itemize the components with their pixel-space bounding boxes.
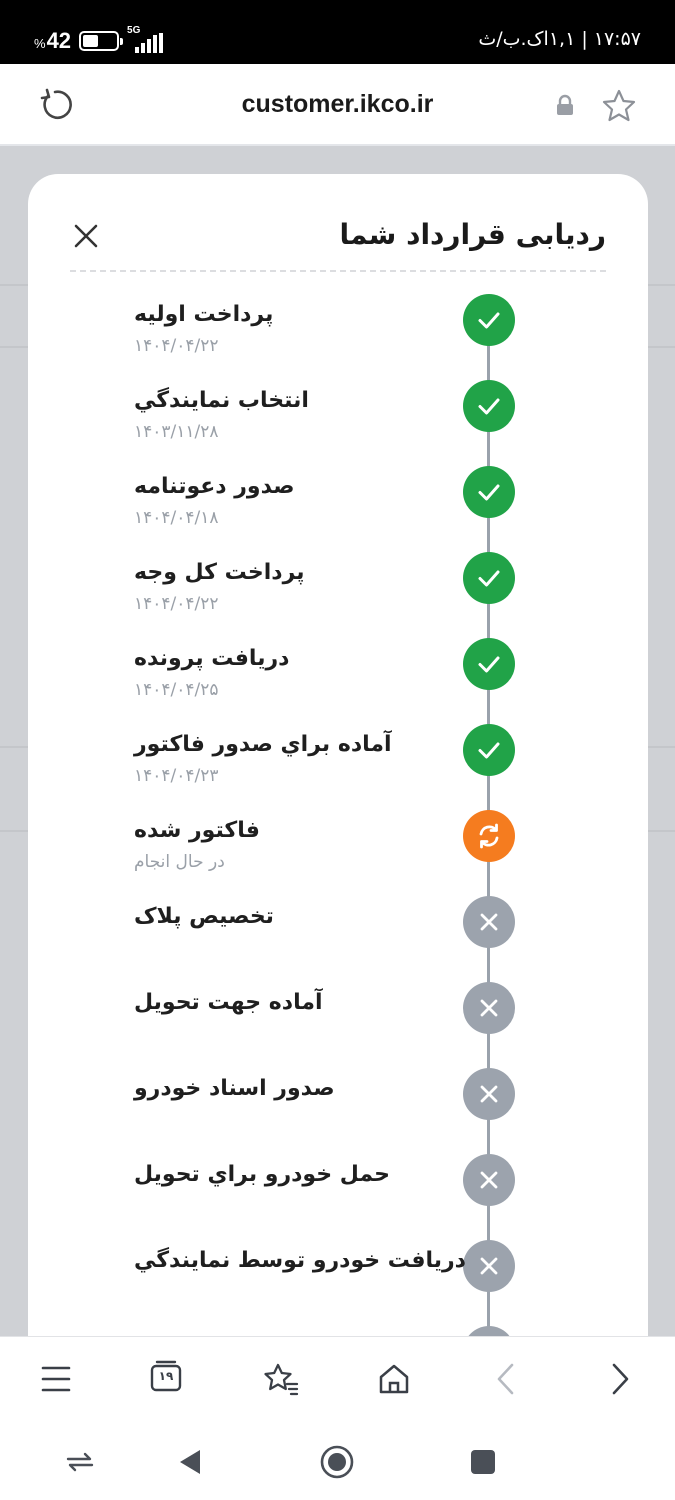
back-button[interactable] [486,1359,526,1399]
network-type: 5G [127,25,141,36]
bookmark-star-icon[interactable] [601,88,637,124]
x-icon [478,911,500,933]
timeline-step [28,1068,648,1154]
step-pending-icon [463,982,515,1034]
rotate-icon [64,1450,96,1474]
timeline-step [28,380,648,466]
bookmarks-star-list-icon [263,1362,299,1396]
chevron-right-icon [608,1362,632,1396]
check-icon [476,307,502,333]
forward-button[interactable] [600,1359,640,1399]
step-done-icon [463,294,515,346]
step-label: دریافت خودرو توسط نمايندگي [134,1248,466,1273]
step-label: انتخاب نمايندگي [134,388,309,413]
step-date: ۱۴۰۴/۰۴/۲۲ [134,594,219,614]
step-label: آماده براي صدور فاکتور [134,732,392,757]
status-left [34,26,171,56]
close-icon [72,222,100,250]
step-done-icon [463,552,515,604]
tabs-button[interactable] [149,1359,189,1399]
home-circle-icon [319,1444,355,1480]
battery-icon [79,31,119,51]
home-icon [377,1362,411,1396]
step-done-icon [463,724,515,776]
step-label: تخصیص پلاک [134,904,274,929]
step-pending-icon [463,1240,515,1292]
battery-text: %42 [34,28,72,53]
nav-back-button[interactable] [170,1442,210,1482]
timeline-step [28,810,648,896]
step-pending-icon [463,1154,515,1206]
browser-toolbar [0,1336,675,1420]
step-done-icon [463,466,515,518]
sync-icon [475,822,503,850]
home-button[interactable] [374,1359,414,1399]
step-date: ۱۴۰۴/۰۴/۲۲ [134,336,219,356]
menu-icon [41,1365,71,1393]
timeline-step [28,294,648,380]
step-date: در حال انجام [134,852,225,872]
address-bar [0,64,675,146]
lock-icon[interactable] [556,94,574,116]
tabs-count: ۱۹ [158,1369,174,1383]
timeline-step [28,724,648,810]
step-in-progress-icon [463,810,515,862]
bookmarks-button[interactable] [261,1359,301,1399]
system-nav-bar [0,1420,675,1500]
nav-home-button[interactable] [317,1442,357,1482]
step-date: ۱۴۰۳/۱۱/۲۸ [134,422,219,442]
step-pending-icon [463,1068,515,1120]
check-icon [476,479,502,505]
tabs-icon [149,1359,183,1393]
step-label: پرداخت اولیه [134,302,274,327]
step-label: آماده جهت تحویل [134,990,323,1015]
status-time-date: ۱۷:۵۷ | ۱,۱اک.ب/ث [478,28,641,50]
status-bar [0,0,675,64]
step-label: دریافت پرونده [134,646,290,671]
step-done-icon [463,638,515,690]
timeline-step [28,982,648,1068]
step-label: پرداخت کل وجه [134,560,305,585]
x-icon [478,1169,500,1191]
chevron-left-icon [494,1362,518,1396]
timeline-step [28,466,648,552]
step-label: حمل خودرو براي تحويل [134,1162,390,1187]
rotate-button[interactable] [60,1442,100,1482]
step-label: صدور دعوتنامه [134,474,295,499]
signal-icon [127,25,171,53]
check-icon [476,565,502,591]
contract-tracking-modal [28,174,648,1374]
close-button[interactable] [72,222,100,250]
step-pending-icon [463,896,515,948]
check-icon [476,651,502,677]
menu-button[interactable] [36,1359,76,1399]
modal-title: ردیابی قرارداد شما [339,218,606,251]
step-date: ۱۴۰۴/۰۴/۱۸ [134,508,219,528]
back-triangle-icon [176,1447,204,1477]
step-done-icon [463,380,515,432]
step-label: فاکتور شده [134,818,260,843]
recents-square-icon [469,1448,497,1476]
step-date: ۱۴۰۴/۰۴/۲۵ [134,680,219,700]
timeline-step [28,552,648,638]
title-divider [70,270,606,272]
check-icon [476,393,502,419]
step-label: صدور اسناد خودرو [134,1076,335,1101]
x-icon [478,1255,500,1277]
timeline-step [28,638,648,724]
timeline-step [28,1154,648,1240]
x-icon [478,997,500,1019]
x-icon [478,1083,500,1105]
url-text[interactable]: customer.ikco.ir [241,90,434,118]
timeline-step [28,896,648,982]
check-icon [476,737,502,763]
nav-recents-button[interactable] [463,1442,503,1482]
step-date: ۱۴۰۴/۰۴/۲۳ [134,766,219,786]
timeline-step [28,1240,648,1326]
